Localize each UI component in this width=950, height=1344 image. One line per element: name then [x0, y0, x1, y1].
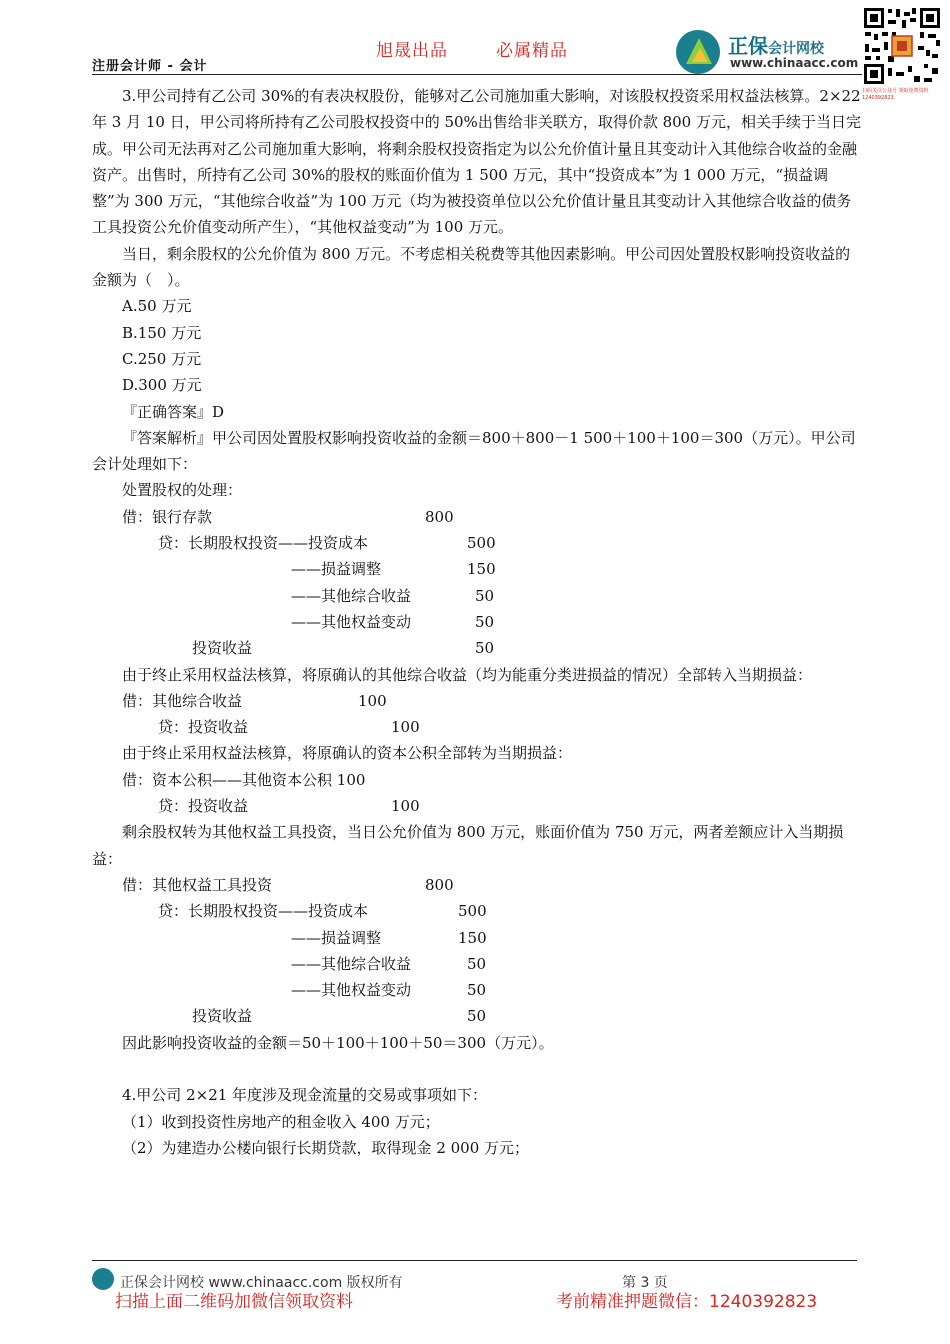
entry4-debit-label: 借：其他权益工具投资	[122, 875, 273, 894]
blank-line	[92, 1056, 862, 1082]
disposal-title: 处置股权的处理：	[122, 481, 243, 500]
chinaacc-logo[interactable]	[676, 26, 866, 74]
entry1-credit1-amount: 500	[467, 534, 496, 553]
footer-logo-icon	[92, 1268, 114, 1290]
entry4-credit3-amount: 50	[467, 954, 487, 973]
entry1-credit5-amount: 50	[475, 639, 495, 658]
logo-mountain-icon	[676, 30, 720, 74]
header-slogan-1: 旭晟出品	[376, 41, 448, 61]
oci-reclass-note: 由于终止采用权益法核算，将原确认的其他综合收益（均为能重分类进损益的情况）全部转入当期损益：	[122, 665, 813, 684]
capital-reserve-note: 由于终止采用权益法核算，将原确认的资本公积全部转为当期损益：	[122, 744, 573, 763]
entry1-credit3-amount: 50	[475, 586, 495, 605]
header-slogan-2: 必属精品	[496, 41, 568, 61]
entry4-credit-label: 贷：长期股权投资——投资成本	[158, 902, 369, 921]
journal-entry-4	[92, 872, 862, 1030]
entry1-credit4-amount: 50	[475, 612, 495, 631]
footer-promo-right: 考前精准押题微信：1240392823	[556, 1292, 818, 1312]
entry4-credit4-label: ——其他权益变动	[291, 981, 412, 1000]
footer-promo-left: 扫描上面二维码加微信领取资料	[115, 1292, 353, 1312]
entry3-credit-label: 贷：投资收益	[158, 797, 249, 816]
entry4-credit5-label: 投资收益	[192, 1007, 253, 1026]
logo-title: 正保会计网校	[728, 34, 824, 58]
option-d: D.300 万元	[122, 376, 202, 395]
qr-caption: 扫码关注公众号 领取免费资料 1240392823	[862, 88, 929, 101]
correct-answer: 『正确答案』D	[122, 402, 225, 421]
entry4-credit3-label: ——其他综合收益	[291, 954, 412, 973]
qr-code-icon[interactable]	[862, 6, 942, 86]
entry1-credit5-label: 投资收益	[192, 639, 253, 658]
footer-divider	[92, 1260, 857, 1261]
journal-entry-2	[92, 688, 862, 741]
question-4-intro: 4.甲公司 2×21 年度涉及现金流量的交易或事项如下：	[122, 1086, 488, 1105]
remaining-equity-note: 剩余股权转为其他权益工具投资，当日公允价值为 800 万元，账面价值为 750 万元，两者差额应计入当期损益：	[92, 823, 844, 868]
answer-analysis: 『答案解析』甲公司因处置股权影响投资收益的金额＝800＋800－1 500＋100＋100＝300（万元）。甲公司会计处理如下：	[92, 428, 856, 474]
question-4-item-1: （1）收到投资性房地产的租金收入 400 万元；	[122, 1112, 440, 1131]
entry1-debit-amount: 800	[425, 507, 454, 526]
logo-subtitle: 会计网校	[768, 41, 824, 57]
entry2-credit-label: 贷：投资收益	[158, 718, 249, 737]
option-c: C.250 万元	[122, 349, 202, 368]
header-divider	[92, 74, 862, 75]
entry3-debit-label: 借：资本公积——其他资本公积 100	[122, 770, 366, 789]
entry4-credit2-label: ——损益调整	[291, 928, 382, 947]
page-number: 第 3 页	[622, 1275, 668, 1291]
entry3-credit-amount: 100	[391, 797, 420, 816]
question-3-stem: 3.甲公司持有乙公司 30%的有表决权股份，能够对乙公司施加重大影响，对该股权投资采用权益法核算。2×22 年 3 月 10 日，甲公司将所持有乙公司股权投资中的 50%出售给非关联方，取得价款 800 万元，相关手续于当日完成。甲公司无法再对乙公司施加重大影响，将剩余股权投资指定为以公允价值计量且其变动计入其他综合收益的金融资产。出售时，所持有乙公司 30%的股权的账面价值为 1 500 万元，其中“投资成本”为 1 000 万元，“损益调整”为 300 万元，“其他综合收益”为 100 万元（均为被投资单位以公允价值计量且其变动计入其他综合收益的债务工具投资公允价值变动所产生），“其他权益变动”为 100 万元。	[92, 87, 861, 237]
journal-entry-1	[92, 504, 862, 662]
header-course-title: 注册会计师 - 会计	[92, 59, 208, 74]
entry2-credit-amount: 100	[391, 718, 420, 737]
logo-url: www.chinaacc.com	[730, 56, 859, 70]
entry1-credit3-label: ——其他综合收益	[291, 586, 412, 605]
entry4-credit5-amount: 50	[467, 1007, 487, 1026]
conclusion: 因此影响投资收益的金额＝50＋100＋100＋50＝300（万元）。	[122, 1033, 554, 1052]
option-b: B.150 万元	[122, 323, 202, 342]
entry1-credit4-label: ——其他权益变动	[291, 612, 412, 631]
entry4-credit1-amount: 500	[458, 902, 487, 921]
journal-entry-3	[92, 767, 862, 820]
entry1-debit-label: 借：银行存款	[122, 507, 213, 526]
footer-copyright: 正保会计网校 www.chinaacc.com 版权所有	[120, 1275, 403, 1291]
entry2-debit-amount: 100	[358, 691, 387, 710]
document-body	[92, 83, 862, 1161]
question-3-condition: 当日，剩余股权的公允价值为 800 万元。不考虑相关税费等其他因素影响。甲公司因处置股权影响投资收益的金额为（ ）。	[92, 244, 851, 290]
entry2-debit-label: 借：其他综合收益	[122, 691, 243, 710]
entry4-debit-amount: 800	[425, 875, 454, 894]
option-a: A.50 万元	[122, 297, 192, 316]
entry1-credit-label: 贷：长期股权投资——投资成本	[158, 534, 369, 553]
question-4-item-2: （2）为建造办公楼向银行长期贷款，取得现金 2 000 万元；	[122, 1138, 530, 1157]
entry4-credit2-amount: 150	[458, 928, 487, 947]
entry1-credit2-label: ——损益调整	[291, 560, 382, 579]
entry4-credit4-amount: 50	[467, 981, 487, 1000]
entry1-credit2-amount: 150	[467, 560, 496, 579]
